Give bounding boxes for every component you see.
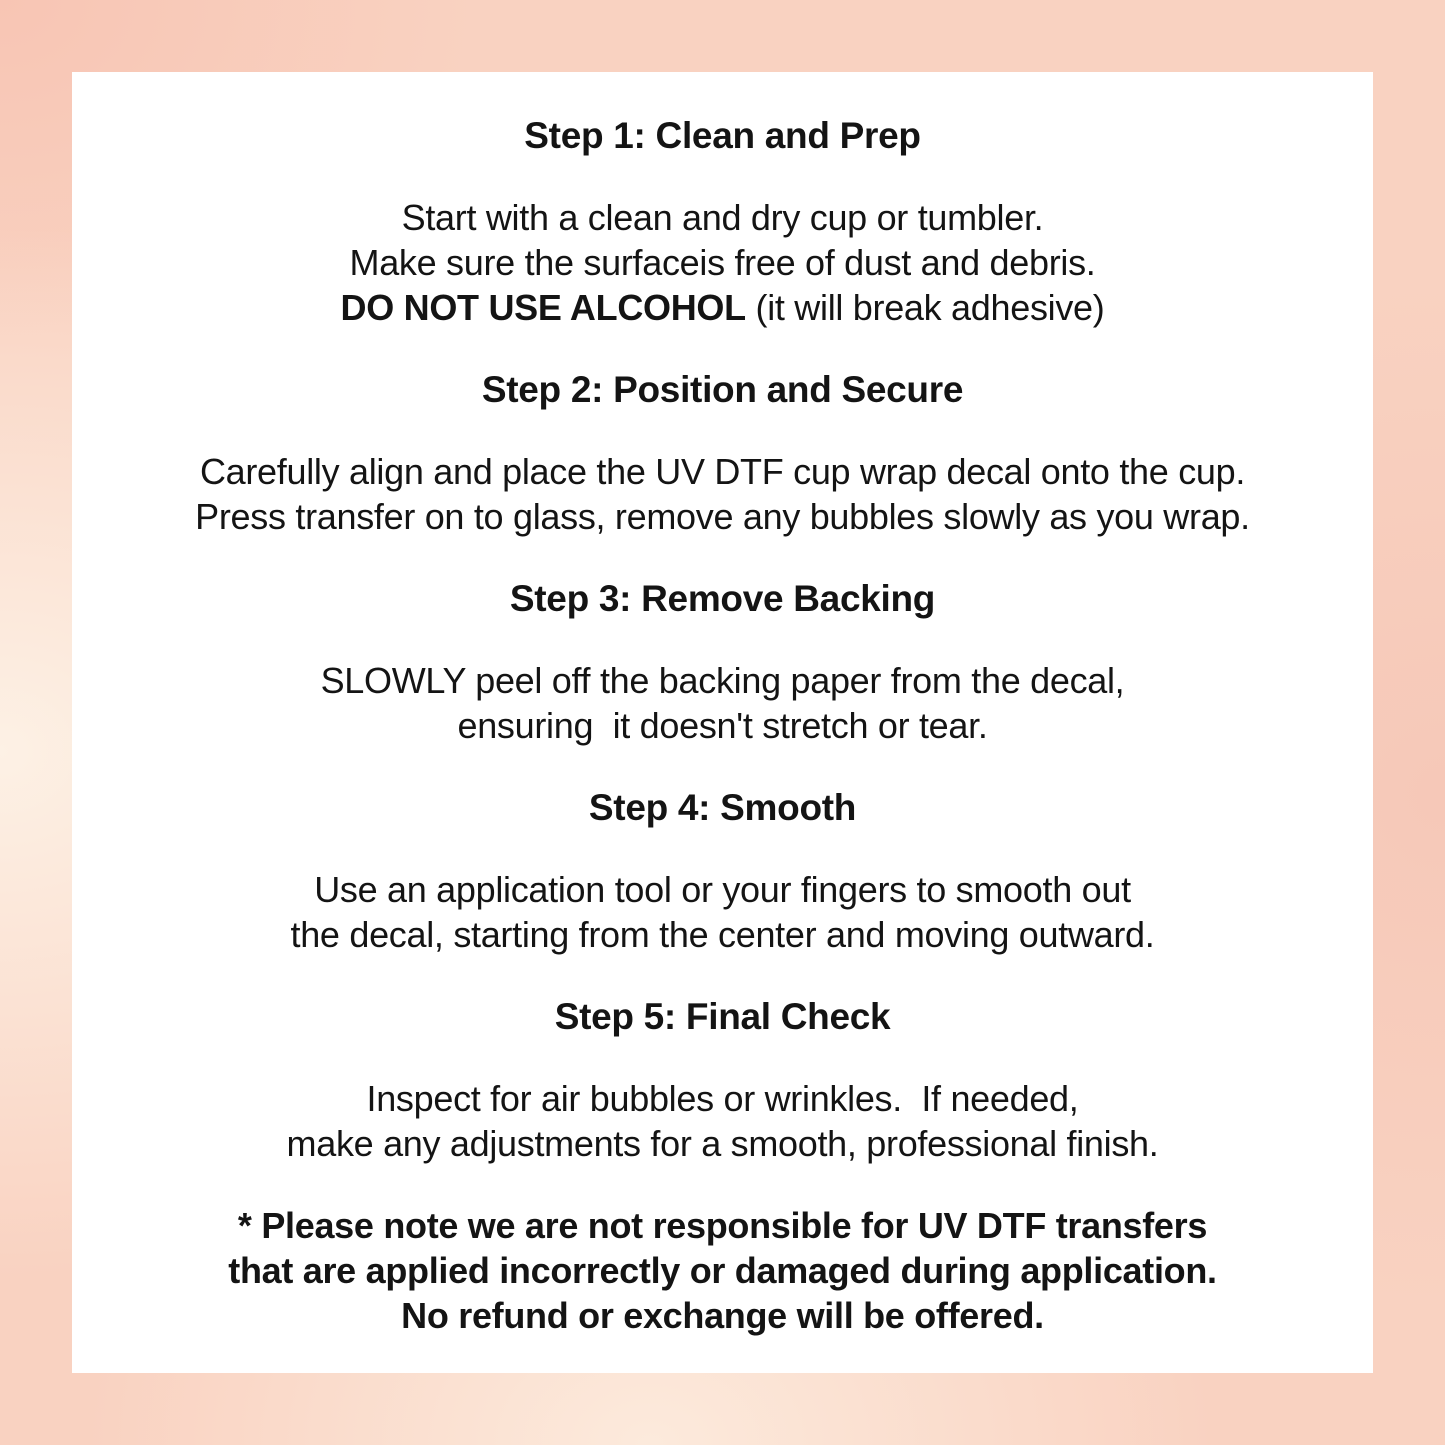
step-2-body-line: Carefully align and place the UV DTF cup wrap decal onto the cup. bbox=[199, 451, 1246, 492]
disclaimer-line: No refund or exchange will be offered. bbox=[401, 1295, 1044, 1336]
step-4-body bbox=[102, 867, 1343, 957]
step-2-heading: Step 2: Position and Secure bbox=[481, 369, 964, 410]
step-4-body-line: the decal, starting from the center and moving outward. bbox=[290, 914, 1155, 955]
step-1-body bbox=[102, 195, 1343, 330]
step-1-body-line: Start with a clean and dry cup or tumbler. bbox=[401, 197, 1044, 238]
alcohol-warning-bold: DO NOT USE ALCOHOL bbox=[340, 287, 746, 328]
step-2-body-line: Press transfer on to glass, remove any bubbles slowly as you wrap. bbox=[195, 496, 1250, 537]
step-5-section bbox=[102, 994, 1343, 1166]
step-3-body-line: SLOWLY peel off the backing paper from the decal, bbox=[320, 660, 1125, 701]
step-5-body bbox=[102, 1076, 1343, 1166]
step-5-heading: Step 5: Final Check bbox=[554, 996, 891, 1037]
step-5-body-line: make any adjustments for a smooth, professional finish. bbox=[286, 1123, 1159, 1164]
step-2-section bbox=[102, 367, 1343, 539]
step-3-heading: Step 3: Remove Backing bbox=[509, 578, 936, 619]
step-1-body-line: Make sure the surfaceis free of dust and debris. bbox=[349, 242, 1096, 283]
step-1-heading: Step 1: Clean and Prep bbox=[524, 115, 921, 156]
disclaimer-line: * Please note we are not responsible for UV DTF transfers bbox=[237, 1205, 1208, 1246]
disclaimer-section bbox=[102, 1203, 1343, 1338]
step-3-body-line: ensuring it doesn't stretch or tear. bbox=[457, 705, 988, 746]
step-5-body-line: Inspect for air bubbles or wrinkles. If needed, bbox=[366, 1078, 1079, 1119]
disclaimer-line: that are applied incorrectly or damaged during application. bbox=[228, 1250, 1217, 1291]
instruction-content bbox=[72, 72, 1373, 1373]
step-2-body bbox=[102, 449, 1343, 539]
step-4-heading: Step 4: Smooth bbox=[588, 787, 857, 828]
step-1-warning-line bbox=[102, 285, 1343, 330]
step-1-section bbox=[102, 113, 1343, 330]
step-3-section bbox=[102, 576, 1343, 748]
step-4-body-line: Use an application tool or your fingers to smooth out bbox=[314, 869, 1131, 910]
step-3-body bbox=[102, 658, 1343, 748]
instruction-card-panel bbox=[72, 72, 1373, 1373]
alcohol-warning-rest: (it will break adhesive) bbox=[745, 287, 1105, 328]
step-4-section bbox=[102, 785, 1343, 957]
